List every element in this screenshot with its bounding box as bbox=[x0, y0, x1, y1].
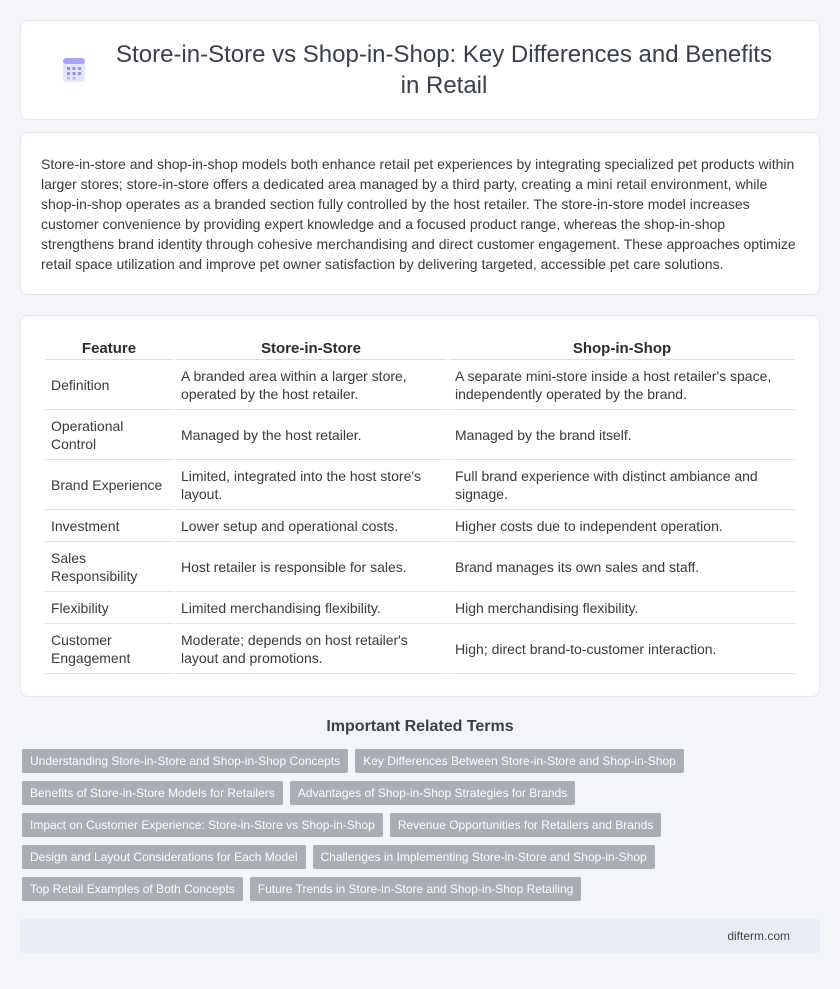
table-row bbox=[45, 510, 795, 542]
feature-cell: Investment bbox=[45, 510, 173, 542]
header bbox=[61, 39, 779, 101]
related-term-tag[interactable]: Challenges in Implementing Store-in-Store and Shop-in-Shop bbox=[313, 845, 655, 869]
store-in-store-cell: Managed by the host retailer. bbox=[175, 410, 447, 460]
comparison-table-card bbox=[20, 315, 820, 697]
feature-cell: Sales Responsibility bbox=[45, 542, 173, 592]
table-row bbox=[45, 624, 795, 674]
header-store-in-store: Store-in-Store bbox=[175, 336, 447, 360]
related-term-tag[interactable]: Future Trends in Store-in-Store and Shop-in-Shop Retailing bbox=[250, 877, 582, 901]
related-term-tag[interactable]: Top Retail Examples of Both Concepts bbox=[22, 877, 243, 901]
store-in-store-cell: Lower setup and operational costs. bbox=[175, 510, 447, 542]
store-in-store-cell: Limited merchandising flexibility. bbox=[175, 592, 447, 624]
feature-cell: Flexibility bbox=[45, 592, 173, 624]
table-row bbox=[45, 592, 795, 624]
related-terms-list bbox=[22, 749, 818, 909]
shop-in-shop-cell: Higher costs due to independent operation. bbox=[449, 510, 795, 542]
footer bbox=[20, 919, 820, 953]
table-row bbox=[45, 360, 795, 410]
store-in-store-cell: Moderate; depends on host retailer's layout and promotions. bbox=[175, 624, 447, 674]
intro-paragraph: Store-in-store and shop-in-shop models both enhance retail pet experiences by integrating specialized pet products within larger stores; store-in-store offers a dedicated area managed by a third party, creating a mini retail environment, while shop-in-shop operates as a branded section fully controlled by the host retailer. The store-in-store model increases customer convenience by providing expert knowledge and a focused product range, whereas the shop-in-shop strengthens brand identity through cohesive merchandising and direct customer engagement. These approaches optimize retail space utilization and improve pet owner satisfaction by delivering targeted, accessible pet care solutions. bbox=[41, 156, 796, 272]
header-card bbox=[20, 20, 820, 120]
shop-in-shop-cell: Full brand experience with distinct ambiance and signage. bbox=[449, 460, 795, 510]
related-term-tag[interactable]: Key Differences Between Store-in-Store and Shop-in-Shop bbox=[355, 749, 684, 773]
header-feature: Feature bbox=[45, 336, 173, 360]
related-term-tag[interactable]: Revenue Opportunities for Retailers and Brands bbox=[390, 813, 661, 837]
feature-cell: Customer Engagement bbox=[45, 624, 173, 674]
comparison-table bbox=[43, 336, 797, 674]
related-terms-title: Important Related Terms bbox=[326, 718, 514, 735]
table-row bbox=[45, 542, 795, 592]
related-term-tag[interactable]: Design and Layout Considerations for Each Model bbox=[22, 845, 306, 869]
intro-card bbox=[20, 132, 820, 295]
feature-cell: Operational Control bbox=[45, 410, 173, 460]
document-icon bbox=[61, 57, 87, 83]
table-row bbox=[45, 460, 795, 510]
shop-in-shop-cell: Brand manages its own sales and staff. bbox=[449, 542, 795, 592]
shop-in-shop-cell: High; direct brand-to-customer interaction. bbox=[449, 624, 795, 674]
shop-in-shop-cell: High merchandising flexibility. bbox=[449, 592, 795, 624]
related-term-tag[interactable]: Advantages of Shop-in-Shop Strategies for Brands bbox=[290, 781, 576, 805]
footer-site-link[interactable]: difterm.com bbox=[727, 929, 790, 943]
related-term-tag[interactable]: Benefits of Store-in-Store Models for Retailers bbox=[22, 781, 283, 805]
shop-in-shop-cell: Managed by the brand itself. bbox=[449, 410, 795, 460]
shop-in-shop-cell: A separate mini-store inside a host retailer's space, independently operated by the brand. bbox=[449, 360, 795, 410]
table-header-row bbox=[45, 336, 795, 360]
header-shop-in-shop: Shop-in-Shop bbox=[449, 336, 795, 360]
feature-cell: Definition bbox=[45, 360, 173, 410]
feature-cell: Brand Experience bbox=[45, 460, 173, 510]
store-in-store-cell: Host retailer is responsible for sales. bbox=[175, 542, 447, 592]
store-in-store-cell: Limited, integrated into the host store's layout. bbox=[175, 460, 447, 510]
related-term-tag[interactable]: Understanding Store-in-Store and Shop-in-Shop Concepts bbox=[22, 749, 348, 773]
related-term-tag[interactable]: Impact on Customer Experience: Store-in-Store vs Shop-in-Shop bbox=[22, 813, 383, 837]
store-in-store-cell: A branded area within a larger store, operated by the host retailer. bbox=[175, 360, 447, 410]
table-row bbox=[45, 410, 795, 460]
page-title: Store-in-Store vs Shop-in-Shop: Key Differences and Benefits in Retail bbox=[116, 41, 772, 99]
